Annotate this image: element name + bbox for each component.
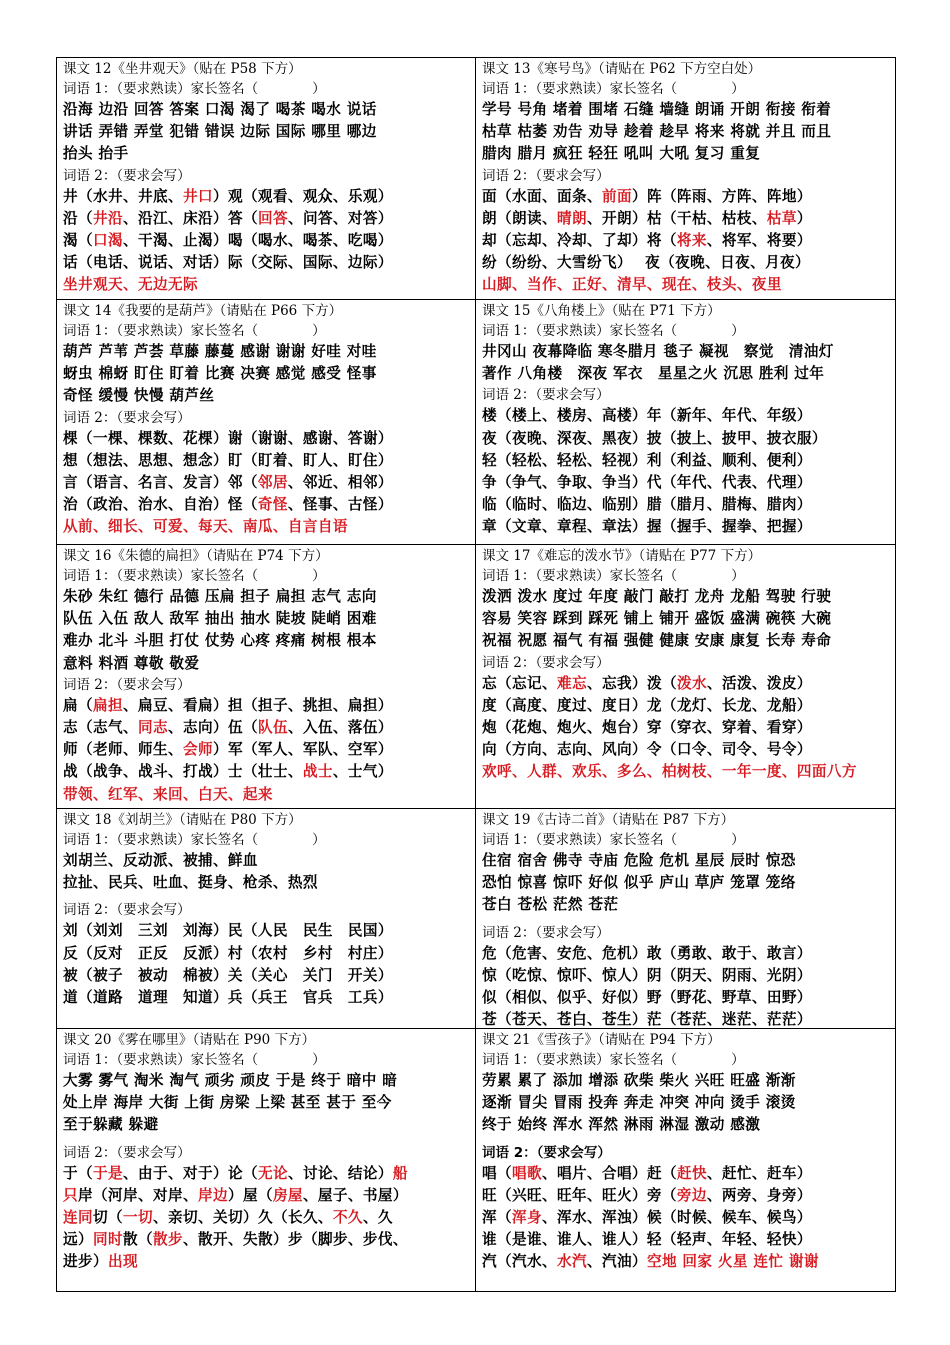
word-segment: 棵（一棵、棵数、花棵）谢（谢谢、感谢、答谢） xyxy=(63,429,393,447)
words2-line xyxy=(63,1251,472,1273)
words2-line xyxy=(63,1207,472,1229)
words2-line xyxy=(482,405,892,427)
words2-line xyxy=(482,472,892,494)
lesson-cell xyxy=(57,58,476,299)
word-segment: 危（危害、安危、危机）敢（勇敢、敢于、敢言） xyxy=(482,944,812,962)
highlight-word: 枯草 xyxy=(766,209,797,227)
word-segment: 、开朗）枯（干枯、枯枝、 xyxy=(586,209,767,227)
word-segment: 、士气） xyxy=(332,763,393,781)
words2-line xyxy=(63,943,472,965)
words2-line xyxy=(482,230,892,252)
word-segment: 师（老师、师生、 xyxy=(63,741,183,759)
words1-label: 词语 1：（要求熟读）家长签名（ ） xyxy=(482,81,745,97)
highlight-word: 旁边 xyxy=(676,1186,707,1204)
word-segment: 渴（ xyxy=(63,231,93,249)
lesson-cell xyxy=(57,545,476,808)
words1-line: 泼洒 泼水 度过 年度 敲门 敲打 龙舟 龙船 驾驶 行驶 xyxy=(482,588,832,605)
words2-line xyxy=(63,739,472,761)
highlight-word: 散步 xyxy=(153,1231,183,1249)
words1-label: 词语 1：（要求熟读）家长签名（ ） xyxy=(63,1052,326,1068)
words2-line xyxy=(482,1163,892,1185)
word-segment: 、扁豆、看扁）担（担子、挑担、扁担） xyxy=(123,696,393,714)
lesson-cell xyxy=(476,1029,895,1291)
words1-line: 朱砂 朱红 德行 品德 压扁 担子 扁担 志气 志向 xyxy=(63,588,377,605)
words2-label: 词语 2：（要求会写） xyxy=(482,654,610,671)
words1-line: 学号 号角 堵着 围堵 石缝 墙缝 朗诵 开朗 衔接 衔着 xyxy=(482,101,832,118)
lesson-cell xyxy=(476,809,895,1028)
word-segment: 、亲切、关切）久（长久、 xyxy=(153,1208,333,1226)
highlight-word: 井口 xyxy=(182,187,213,205)
word-segment: 纷（纷纷、大雪纷飞） 夜（夜晚、日夜、月夜） xyxy=(482,254,811,272)
word-segment: 、赶忙、赶车） xyxy=(706,1164,812,1182)
words1-line: 抬头 抬手 xyxy=(63,145,129,163)
words2-line xyxy=(482,428,892,450)
words1-line: 住宿 宿舍 佛寺 寺庙 危险 危机 星辰 辰时 惊恐 xyxy=(482,852,796,869)
lesson-title: 课文 15《八角楼上》（贴在 P71 下方） xyxy=(482,303,721,319)
words2-line xyxy=(482,717,892,739)
words2-line xyxy=(63,920,472,942)
words2-line xyxy=(63,784,472,806)
words2-line xyxy=(482,1251,892,1273)
lesson-title: 课文 21《雪孩子》（请贴在 P94 下方） xyxy=(482,1032,721,1048)
table-row xyxy=(57,58,895,300)
word-segment: 战（战争、战斗、打战）士（壮士、 xyxy=(63,763,303,781)
words2-label: 词语 2：（要求会写） xyxy=(482,387,610,404)
words1-line: 难办 北斗 斗胆 打仗 仗势 心疼 疼痛 树根 根本 xyxy=(63,632,377,650)
word-segment: 轻（轻松、轻松、轻视）利（利益、顺利、便利） xyxy=(482,451,812,469)
highlight-word: 山脚、当作、正好、清早、现在、枝头、夜里 xyxy=(482,276,782,294)
word-segment: 浑（ xyxy=(482,1208,512,1226)
word-segment: 、将军、将要） xyxy=(706,231,812,249)
highlight-word: 战士 xyxy=(302,763,333,781)
highlight-word: 水汽 xyxy=(556,1253,587,1271)
highlight-word: 口渴 xyxy=(93,231,123,249)
word-segment: 话（电话、说话、对话）际（交际、国际、边际） xyxy=(63,254,393,272)
word-segment: 似（相似、似乎、好似）野（野花、野草、田野） xyxy=(482,988,812,1006)
words1-line: 刘胡兰、反动派、被捕、鲜血 xyxy=(63,852,258,869)
words2-line xyxy=(63,428,472,450)
highlight-word: 浑身 xyxy=(512,1208,542,1226)
words2-line xyxy=(482,739,892,761)
word-segment: 临（临时、临边、临别）腊（腊月、腊梅、腊肉） xyxy=(482,496,812,514)
highlight-word: 从前、细长、可爱、每天、南瓜、自言自语 xyxy=(63,518,348,536)
word-segment: 旺（兴旺、旺年、旺火）旁（ xyxy=(482,1186,677,1204)
highlight-word: 前面 xyxy=(601,187,632,205)
lesson-title: 课文 14《我要的是葫芦》（请贴在 P66 下方） xyxy=(63,303,343,319)
word-segment: 夜（夜晚、深夜、黑夜）披（披上、披甲、披衣服） xyxy=(482,429,827,447)
words2-line xyxy=(63,717,472,739)
highlight-word: 队伍 xyxy=(257,718,288,736)
highlight-word: 欢呼、人群、欢乐、多么、柏树枝、一年一度、四面八方 xyxy=(482,763,857,781)
words2-line xyxy=(482,695,892,717)
word-segment: ）军（军人、军队、空军） xyxy=(212,741,393,759)
highlight-word: 一切 xyxy=(123,1208,153,1226)
lesson-title: 课文 20《雾在哪里》（请贴在 P90 下方） xyxy=(63,1032,316,1048)
words1-line: 至于躲藏 躲避 xyxy=(63,1116,159,1134)
words2-line xyxy=(482,987,892,1009)
highlight-word: 出现 xyxy=(107,1253,138,1271)
words2-line xyxy=(482,494,892,516)
words1-label: 词语 1：（要求熟读）家长签名（ ） xyxy=(482,568,745,584)
word-segment: 志（志气、 xyxy=(63,718,138,736)
word-segment: 谁（是谁、谁人、谁人）轻（轻声、年轻、轻快） xyxy=(482,1231,812,1249)
words2-line xyxy=(63,252,472,274)
word-segment: 言（语言、名言、发言）邻（ xyxy=(63,473,258,491)
word-segment: 、志向）伍（ xyxy=(167,718,258,736)
highlight-word: 赶快 xyxy=(676,1164,707,1182)
words1-line: 祝福 祝愿 福气 有福 强健 健康 安康 康复 长寿 寿命 xyxy=(482,632,832,650)
word-segment: 却（忘却、冷却、了却）将（ xyxy=(482,231,677,249)
word-segment: ） xyxy=(796,209,812,227)
words1-line: 井冈山 夜幕降临 寒冬腊月 毯子 凝视 察觉 清油灯 xyxy=(482,343,834,360)
lesson-title: 课文 13《寒号鸟》（请贴在 P62 下方空白处） xyxy=(482,61,762,77)
words2-line xyxy=(63,494,472,516)
word-segment: 远） xyxy=(63,1231,93,1249)
words2-line xyxy=(482,1185,892,1207)
words1-line: 处上岸 海岸 大街 上街 房梁 上梁 甚至 甚于 至今 xyxy=(63,1094,392,1112)
words2-label: 词语 2：（要求会写） xyxy=(63,676,191,693)
word-segment: 、干渴、止渴）喝（喝水、喝茶、吃喝） xyxy=(123,231,393,249)
word-segment: 、久 xyxy=(362,1208,393,1226)
words1-line: 讲话 弄错 弄堂 犯错 错误 边际 国际 哪里 哪边 xyxy=(63,123,377,141)
lesson-title: 课文 18《刘胡兰》（请贴在 P80 下方） xyxy=(63,812,302,828)
word-segment: 被（被子 被动 棉被）关（关心 关门 开关） xyxy=(63,966,393,984)
highlight-word: 扁担 xyxy=(93,696,123,714)
highlight-word: 船 xyxy=(392,1164,408,1182)
word-segment: ）阵（阵雨、方阵、阵地） xyxy=(631,187,812,205)
highlight-word: 邻居 xyxy=(257,473,288,491)
words1-line: 意料 料酒 尊敬 敬爱 xyxy=(63,654,200,672)
words2-line xyxy=(63,695,472,717)
lesson-title: 课文 19《古诗二首》（请贴在 P87 下方） xyxy=(482,812,735,828)
word-segment: 散（ xyxy=(123,1231,153,1249)
word-segment: 、汽油） xyxy=(586,1253,647,1271)
words1-line: 著作 八角楼 深夜 军衣 星星之火 沉思 胜利 过年 xyxy=(482,365,825,383)
word-segment: 反（反对 正反 反派）村（农村 乡村 村庄） xyxy=(63,944,393,962)
lesson-title: 课文 17《难忘的泼水节》（请贴在 P77 下方） xyxy=(482,548,762,564)
word-segment: 楼（楼上、楼房、高楼）年（新年、年代、年级） xyxy=(482,407,812,425)
word-segment: 刘（刘刘 三刘 刘海）民（人民 民生 民国） xyxy=(63,922,393,940)
words1-line: 沿海 边沿 回答 答案 口渴 渴了 喝茶 喝水 说话 xyxy=(63,101,377,118)
highlight-word: 房屋 xyxy=(272,1186,303,1204)
lesson-cell xyxy=(476,300,895,544)
words1-line: 队伍 入伍 敌人 敌军 抽出 抽水 陡坡 陡峭 困难 xyxy=(63,610,377,628)
vocabulary-table xyxy=(56,57,896,1292)
words2-line xyxy=(482,673,892,695)
word-segment: 向（方向、志向、风向）令（口令、司令、号令） xyxy=(482,741,812,759)
table-row xyxy=(57,300,895,545)
word-segment: 、活泼、泼皮） xyxy=(706,674,812,692)
highlight-word: 难忘 xyxy=(556,674,587,692)
words1-line: 蚜虫 棉蚜 盯住 盯着 比赛 决赛 感觉 感受 怪事 xyxy=(63,365,377,383)
words2-label: 词语 2：（要求会写） xyxy=(482,924,610,941)
highlight-word: 只 xyxy=(63,1186,78,1204)
word-segment: 惊（吃惊、惊吓、惊人）阴（阴天、阴雨、光阴） xyxy=(482,966,812,984)
word-segment: 、邻近、相邻） xyxy=(287,473,393,491)
word-segment: 唱（ xyxy=(482,1164,512,1182)
highlight-word: 唱歌 xyxy=(512,1164,542,1182)
words2-label: 词语 2：（要求会写） xyxy=(482,1144,611,1161)
word-segment: 争（争气、争取、争当）代（年代、代表、代理） xyxy=(482,473,812,491)
highlight-word: 坐井观天、无边无际 xyxy=(63,276,198,294)
highlight-word: 回答 xyxy=(257,209,288,227)
word-segment: 岸（河岸、对岸、 xyxy=(78,1186,198,1204)
words2-line xyxy=(482,1009,892,1028)
words1-line: 拉扯、民兵、吐血、挺身、枪杀、热烈 xyxy=(63,874,318,892)
words1-line: 恐怕 惊喜 惊吓 好似 似乎 庐山 草庐 笼罩 笼络 xyxy=(482,874,796,892)
words2-line xyxy=(63,516,472,538)
table-row xyxy=(57,545,895,809)
words2-line xyxy=(63,1185,472,1207)
word-segment: 、问答、对答） xyxy=(287,209,393,227)
words1-label: 词语 1：（要求熟读）家长签名（ ） xyxy=(482,1052,745,1068)
words1-line: 苍白 苍松 茫然 苍茫 xyxy=(482,896,619,914)
table-row xyxy=(57,1029,895,1291)
words2-line xyxy=(482,761,892,783)
highlight-word: 同志 xyxy=(137,718,168,736)
word-segment: 汽（汽水、 xyxy=(482,1253,557,1271)
lesson-title: 课文 16《朱德的扁担》（请贴在 P74 下方） xyxy=(63,548,329,564)
word-segment: 井（水井、井底、 xyxy=(63,187,183,205)
highlight-word: 于是 xyxy=(93,1164,123,1182)
words2-line xyxy=(63,208,472,230)
highlight-word: 会师 xyxy=(182,741,213,759)
words2-label: 词语 2：（要求会写） xyxy=(63,167,191,184)
lesson-cell xyxy=(57,809,476,1028)
words1-line: 劳累 累了 添加 增添 砍柴 柴火 兴旺 旺盛 渐渐 xyxy=(482,1072,796,1089)
words2-line xyxy=(63,186,472,208)
words2-line xyxy=(63,1163,472,1185)
word-segment: 朗（朗读、 xyxy=(482,209,557,227)
word-segment: 进步） xyxy=(63,1253,108,1271)
words2-line xyxy=(63,761,472,783)
words1-label: 词语 1：（要求熟读）家长签名（ ） xyxy=(63,568,326,584)
highlight-word: 将来 xyxy=(676,231,707,249)
words2-line xyxy=(482,943,892,965)
word-segment: 沿（ xyxy=(63,209,93,227)
highlight-word: 无论 xyxy=(257,1164,288,1182)
words2-label: 词语 2：（要求会写） xyxy=(63,902,191,919)
highlight-word: 井沿 xyxy=(93,209,123,227)
word-segment: 炮（花炮、炮火、炮台）穿（穿衣、穿着、看穿） xyxy=(482,718,812,736)
words1-label: 词语 1：（要求熟读）家长签名（ ） xyxy=(63,323,326,339)
words2-line xyxy=(482,186,892,208)
table-row xyxy=(57,809,895,1029)
words2-line xyxy=(482,1207,892,1229)
words2-line xyxy=(63,274,472,296)
word-segment: 扁（ xyxy=(63,696,93,714)
highlight-word: 空地 回家 火星 连忙 谢谢 xyxy=(646,1253,819,1271)
words1-line: 腊肉 腊月 疯狂 轻狂 吼叫 大吼 复习 重复 xyxy=(482,145,761,163)
words2-line xyxy=(482,965,892,987)
words1-line: 奇怪 缓慢 快慢 葫芦丝 xyxy=(63,387,215,405)
words1-line: 逐渐 冒尖 冒雨 投奔 奔走 冲突 冲向 烫手 滚烫 xyxy=(482,1094,796,1112)
words2-line xyxy=(63,1229,472,1251)
word-segment: 章（文章、章程、章法）握（握手、握拳、把握） xyxy=(482,518,812,536)
words2-line xyxy=(63,965,472,987)
word-segment: 忘（忘记、 xyxy=(482,674,557,692)
words2-line xyxy=(482,208,892,230)
lesson-cell xyxy=(476,545,895,808)
highlight-word: 奇怪 xyxy=(257,496,288,514)
word-segment: ）屋（ xyxy=(227,1186,273,1204)
highlight-word: 晴朗 xyxy=(556,209,587,227)
highlight-word: 同时 xyxy=(93,1231,123,1249)
words2-line xyxy=(63,987,472,1009)
word-segment: 、入伍、落伍） xyxy=(287,718,393,736)
word-segment: 、散开、失散）步（脚步、步伐、 xyxy=(183,1231,408,1249)
highlight-word: 带领、红军、来回、白天、起来 xyxy=(63,785,273,803)
words2-label: 词语 2：（要求会写） xyxy=(482,167,610,184)
words2-line xyxy=(482,274,892,296)
highlight-word: 连同 xyxy=(63,1208,93,1226)
word-segment: ）观（观看、观众、乐观） xyxy=(212,187,393,205)
word-segment: 、沿江、床沿）答（ xyxy=(123,209,258,227)
word-segment: 苍（苍天、苍白、苍生）茫（苍茫、迷茫、茫茫） xyxy=(482,1011,812,1028)
word-segment: 于（ xyxy=(63,1164,93,1182)
word-segment: 、浑水、浑浊）候（时候、候车、候鸟） xyxy=(542,1208,812,1226)
word-segment: 度（高度、度过、度日）龙（龙灯、长龙、龙船） xyxy=(482,696,812,714)
words2-line xyxy=(482,252,892,274)
word-segment: 治（政治、治水、自治）怪（ xyxy=(63,496,258,514)
words2-line xyxy=(63,450,472,472)
lesson-cell xyxy=(57,300,476,544)
words1-label: 词语 1：（要求熟读）家长签名（ ） xyxy=(482,323,745,339)
word-segment: 想（想法、思想、想念）盯（盯着、盯人、盯住） xyxy=(63,451,393,469)
words1-label: 词语 1：（要求熟读）家长签名（ ） xyxy=(482,832,745,848)
words2-label: 词语 2：（要求会写） xyxy=(63,409,191,426)
word-segment: 、怪事、古怪） xyxy=(287,496,393,514)
word-segment: 切（ xyxy=(93,1208,123,1226)
word-segment: 、忘我）泼（ xyxy=(586,674,677,692)
words1-line: 容易 笑容 踩到 踩死 铺上 铺开 盛饭 盛满 碗筷 大碗 xyxy=(482,610,832,628)
lesson-title: 课文 12《坐井观天》（贴在 P58 下方） xyxy=(63,61,302,77)
words2-line xyxy=(482,1229,892,1251)
word-segment: 道（道路 道理 知道）兵（兵王 官兵 工兵） xyxy=(63,988,393,1006)
word-segment: 、由于、对于）论（ xyxy=(123,1164,258,1182)
words2-line xyxy=(482,516,892,538)
words2-label: 词语 2：（要求会写） xyxy=(63,1144,191,1161)
lesson-cell xyxy=(476,58,895,299)
words2-line xyxy=(63,230,472,252)
words2-line xyxy=(482,450,892,472)
word-segment: 、唱片、合唱）赶（ xyxy=(542,1164,677,1182)
lesson-cell xyxy=(57,1029,476,1291)
highlight-word: 泼水 xyxy=(676,674,707,692)
words1-line: 枯草 枯萎 劝告 劝导 趁着 趁早 将来 将就 并且 而且 xyxy=(482,123,832,141)
words1-label: 词语 1：（要求熟读）家长签名（ ） xyxy=(63,832,326,848)
words1-label: 词语 1：（要求熟读）家长签名（ ） xyxy=(63,81,326,97)
word-segment: 、两旁、身旁） xyxy=(706,1186,812,1204)
word-segment: 、讨论、结论） xyxy=(287,1164,393,1182)
words2-line xyxy=(63,472,472,494)
word-segment: 、屋子、书屋） xyxy=(302,1186,408,1204)
words1-line: 葫芦 芦苇 芦荟 草藤 藤蔓 感谢 谢谢 好哇 对哇 xyxy=(63,343,377,360)
words1-line: 大雾 雾气 淘米 淘气 顽劣 顽皮 于是 终于 暗中 暗 xyxy=(63,1072,398,1089)
words1-line: 终于 始终 浑水 浑然 淋雨 淋湿 激动 感激 xyxy=(482,1116,761,1134)
highlight-word: 不久 xyxy=(332,1208,363,1226)
word-segment: 面（水面、面条、 xyxy=(482,187,602,205)
highlight-word: 岸边 xyxy=(197,1186,228,1204)
